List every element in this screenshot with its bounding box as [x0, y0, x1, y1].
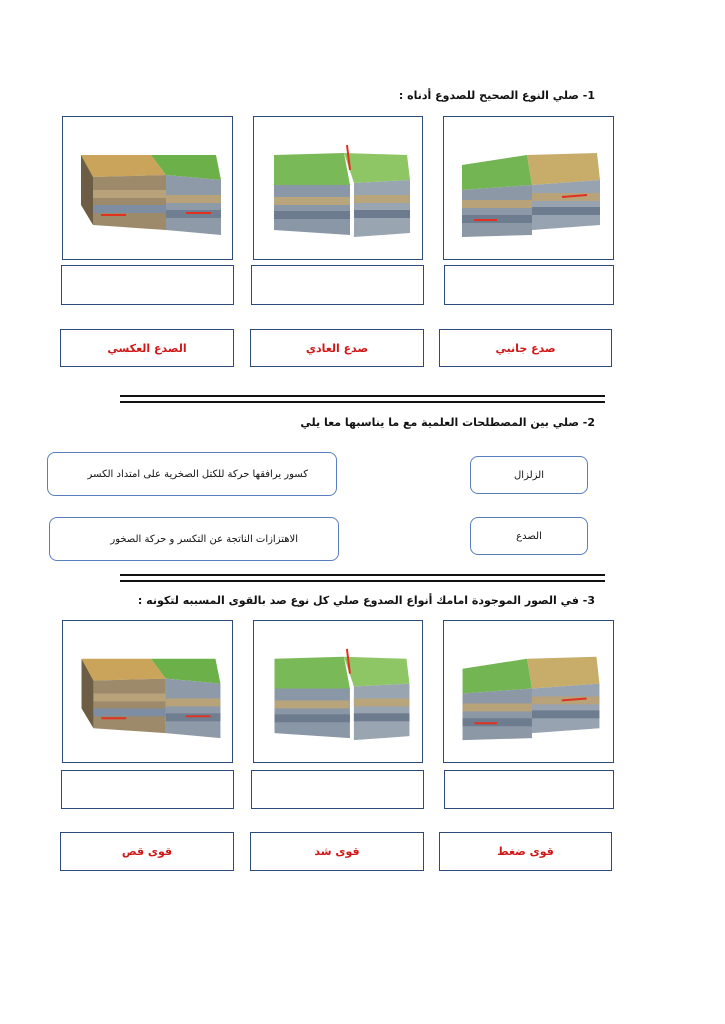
- question-1-text: 1- صلي النوع الصحيح للصدوع أدناه :: [398, 89, 595, 102]
- fault-image-box-normal: [253, 116, 423, 260]
- term-fault[interactable]: [470, 517, 588, 555]
- reverse-fault-illustration: [71, 125, 226, 253]
- answer-box-4[interactable]: [61, 770, 234, 809]
- question-3-text: 3- في الصور الموجودة امامك أنواع الصدوع صلي كل نوع صد بالقوى المسببه لتكونه :: [137, 594, 595, 607]
- strike-slip-fault-illustration: [452, 629, 607, 756]
- definition-earthquake[interactable]: [49, 517, 339, 561]
- label-tension-forces[interactable]: قوى شد: [250, 832, 424, 871]
- label-shear-forces[interactable]: قوى قص: [60, 832, 234, 871]
- normal-fault-illustration: [262, 125, 416, 253]
- fault-image-box-reverse-2: [62, 620, 233, 763]
- label-compression-forces[interactable]: قوى ضغط: [439, 832, 612, 871]
- separator-line: [120, 574, 605, 576]
- answer-box-6[interactable]: [444, 770, 614, 809]
- separator-line: [120, 401, 605, 403]
- answer-box-3[interactable]: [444, 265, 614, 305]
- definition-text: كسور يرافقها حركة للكتل الصخرية على امتداد الكسر: [87, 468, 308, 480]
- answer-box-1[interactable]: [61, 265, 234, 305]
- strike-slip-fault-illustration: [452, 125, 607, 253]
- separator-line: [120, 580, 605, 582]
- normal-fault-illustration: [262, 629, 416, 756]
- definition-fault[interactable]: [47, 452, 337, 496]
- question-2-text: 2- صلي بين المصطلحات العلمية مع ما يناسبها معا يلي: [300, 416, 595, 429]
- fault-image-box-reverse: [62, 116, 233, 260]
- term-text: الزلزال: [514, 469, 544, 481]
- label-reverse-fault[interactable]: الصدع العكسي: [60, 329, 234, 367]
- separator-line: [120, 395, 605, 397]
- label-strike-slip-fault[interactable]: صدع جانبي: [439, 329, 612, 367]
- fault-image-box-strike-slip-2: [443, 620, 614, 763]
- answer-box-2[interactable]: [251, 265, 424, 305]
- definition-text: الاهتزازات الناتجة عن التكسر و حركة الصخور: [110, 533, 298, 545]
- term-earthquake[interactable]: [470, 456, 588, 494]
- fault-image-box-normal-2: [253, 620, 423, 763]
- answer-box-5[interactable]: [251, 770, 424, 809]
- label-normal-fault[interactable]: صدع العادي: [250, 329, 424, 367]
- term-text: الصدع: [516, 530, 542, 542]
- reverse-fault-illustration: [71, 629, 226, 756]
- fault-image-box-strike-slip: [443, 116, 614, 260]
